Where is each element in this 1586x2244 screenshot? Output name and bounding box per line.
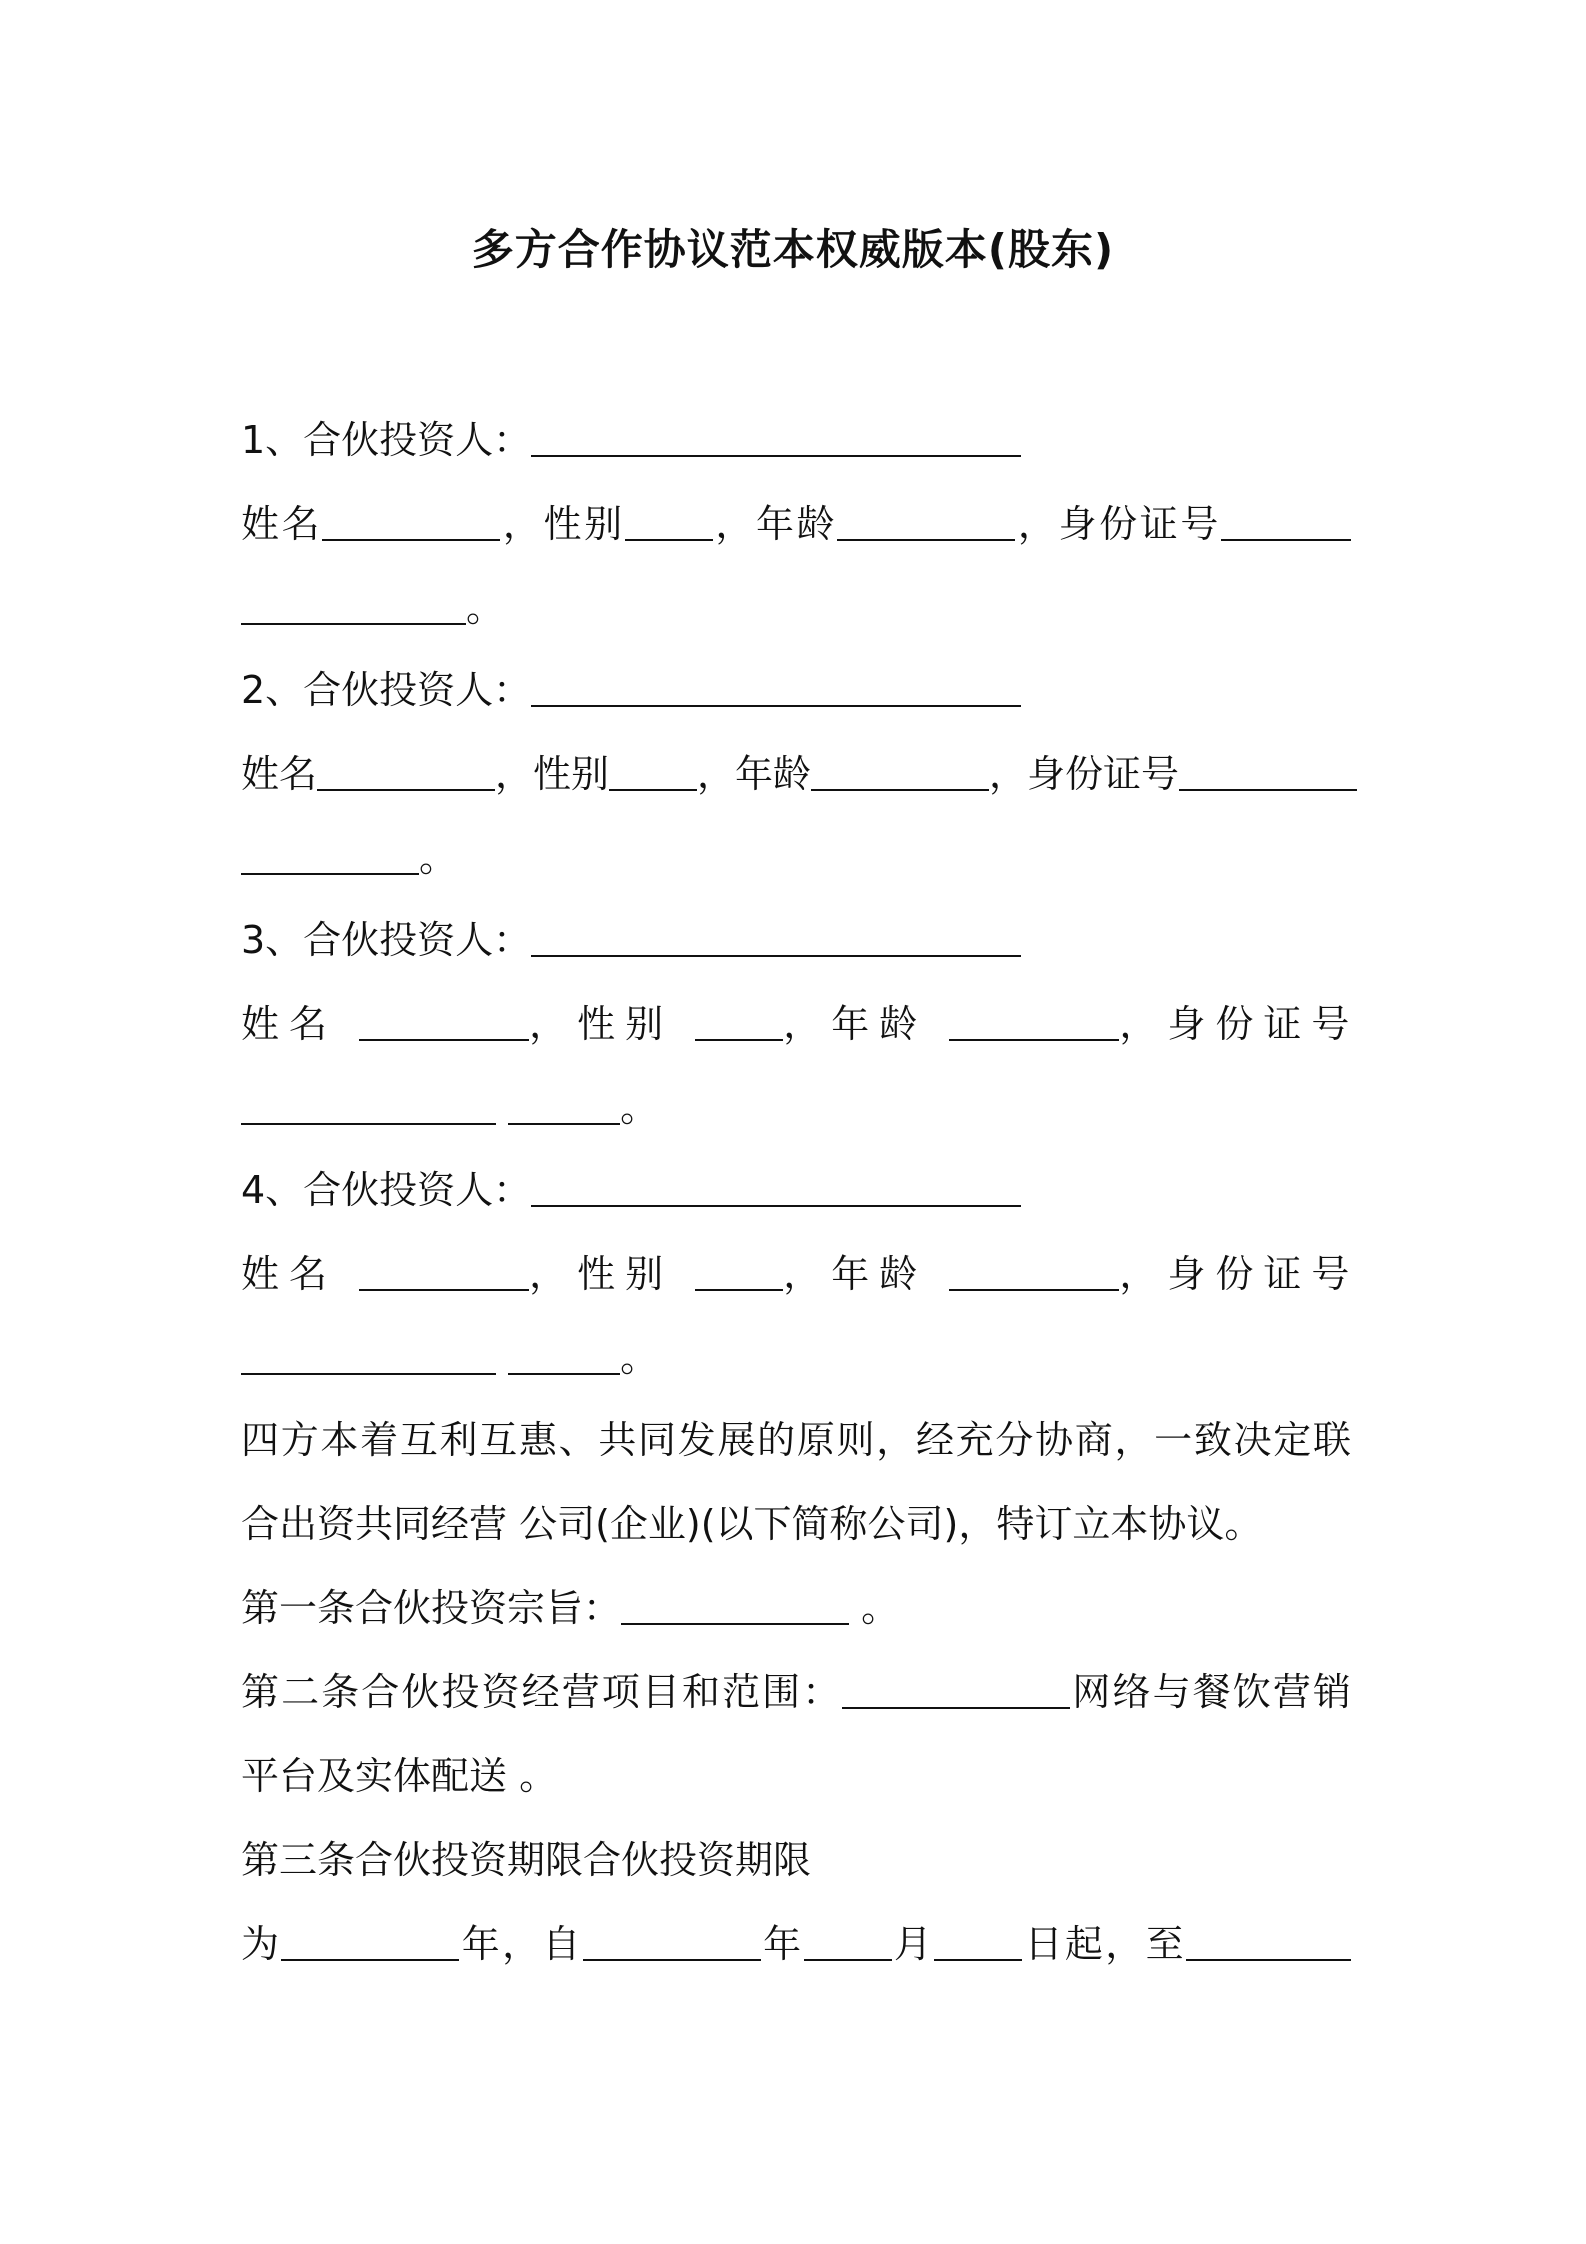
partner-3-details-line: [241, 994, 1360, 1054]
article-3-start-month-field[interactable]: [804, 1919, 892, 1961]
partner-3-end: 。: [620, 1086, 659, 1130]
document-title: 多方合作协议范本权威版本(股东): [471, 225, 1115, 274]
partner-4-age-label: ，年龄: [783, 1252, 928, 1296]
partner-1-name-label: 姓名: [241, 502, 323, 546]
article-2-scope-field[interactable]: [842, 1667, 1070, 1709]
partner-1-heading: 1、合伙投资人：: [241, 418, 532, 462]
article-1-line: [241, 1578, 1351, 1638]
partner-2-name-field[interactable]: [317, 749, 495, 791]
article-3-text-4: 月: [891, 1922, 935, 1966]
partner-4-name-blank[interactable]: [531, 1165, 1021, 1207]
intro-line-2: 合出资共同经营 公司(企业)(以下简称公司)，特订立本协议。: [241, 1502, 1263, 1546]
partner-4-name-label: 姓名: [241, 1252, 338, 1296]
partner-3-gender-field[interactable]: [695, 999, 783, 1041]
partner-2-gender-label: ，性别: [495, 752, 610, 796]
partner-2-end: 。: [419, 836, 458, 880]
partner-3-name-blank[interactable]: [531, 915, 1021, 957]
partner-2-details-line: [241, 744, 1351, 804]
article-1-label: 第一条合伙投资宗旨：: [241, 1586, 622, 1630]
partner-3-heading-line: [241, 910, 1351, 970]
article-3-line-2: [241, 1914, 1351, 1974]
article-3-end-field[interactable]: [1186, 1919, 1351, 1961]
partner-4-gender-field[interactable]: [695, 1249, 783, 1291]
partner-1-age-field[interactable]: [837, 499, 1015, 541]
partner-1-id-field[interactable]: [1221, 499, 1351, 541]
partner-1-name-blank[interactable]: [531, 415, 1021, 457]
article-2-label: 第二条合伙投资经营项目和范围：: [241, 1670, 843, 1714]
partner-2-heading-line: [241, 660, 1351, 720]
partner-3-name-label: 姓名: [241, 1002, 338, 1046]
partner-4-gender-label: ，性别: [529, 1252, 674, 1296]
partner-2-id-field-continued[interactable]: [241, 833, 419, 875]
article-3-text-1: 为: [241, 1922, 282, 1966]
article-3-years-field[interactable]: [281, 1919, 459, 1961]
partner-4-id-field-continued[interactable]: [508, 1333, 620, 1375]
partner-4-end: 。: [620, 1336, 659, 1380]
article-3-text-3: 年: [760, 1922, 804, 1966]
partner-3-age-label: ，年龄: [783, 1002, 928, 1046]
article-3-text-2: 年，自: [459, 1922, 583, 1966]
partner-2-id-continue-line: [241, 828, 1351, 888]
partner-1-id-field-continued[interactable]: [241, 583, 466, 625]
article-3-start-day-field[interactable]: [934, 1919, 1022, 1961]
article-3-line-1: 第三条合伙投资期限合伙投资期限: [241, 1838, 812, 1882]
intro-line-1: 四方本着互利互惠、共同发展的原则，经充分协商，一致决定联: [241, 1418, 1351, 1462]
article-2-line-1: [241, 1662, 1351, 1722]
partner-1-gender-field[interactable]: [625, 499, 713, 541]
partner-1-id-label: ，身份证号: [1015, 502, 1221, 546]
partner-4-heading-line: [241, 1160, 1351, 1220]
partner-4-id-label: ，身份证号: [1119, 1252, 1360, 1296]
partner-4-heading: 4、合伙投资人：: [241, 1168, 532, 1212]
partner-4-details-line: [241, 1244, 1360, 1304]
partner-1-name-field[interactable]: [322, 499, 500, 541]
partner-3-name-field[interactable]: [359, 999, 529, 1041]
article-2-line-2: 平台及实体配送 。: [241, 1754, 558, 1798]
partner-2-name-label: 姓名: [241, 752, 318, 796]
partner-2-age-label: ，年龄: [697, 752, 812, 796]
article-1-purpose-field[interactable]: [621, 1583, 849, 1625]
partner-3-id-label: ，身份证号: [1119, 1002, 1360, 1046]
partner-4-id-field[interactable]: [241, 1333, 496, 1375]
partner-2-id-label: ，身份证号: [989, 752, 1180, 796]
article-1-end: 。: [849, 1586, 900, 1630]
partner-3-id-field-continued[interactable]: [508, 1083, 620, 1125]
partner-1-age-label: ，年龄: [712, 502, 838, 546]
partner-1-details-line: [241, 494, 1351, 554]
partner-1-end: 。: [466, 586, 505, 630]
partner-2-name-blank[interactable]: [531, 665, 1021, 707]
partner-3-id-continue-line: [241, 1078, 1351, 1138]
partner-3-gender-label: ，性别: [529, 1002, 674, 1046]
partner-2-id-field[interactable]: [1179, 749, 1357, 791]
partner-1-heading-line: [241, 410, 1351, 470]
partner-4-age-field[interactable]: [949, 1249, 1119, 1291]
partner-3-id-field[interactable]: [241, 1083, 496, 1125]
article-3-text-5: 日起，至: [1022, 1922, 1186, 1966]
partner-4-name-field[interactable]: [359, 1249, 529, 1291]
partner-1-gender-label: ，性别: [500, 502, 625, 546]
partner-4-id-continue-line: [241, 1328, 1351, 1388]
partner-1-id-continue-line: [241, 578, 1351, 638]
article-3-start-year-field[interactable]: [583, 1919, 761, 1961]
article-2-text: 网络与餐饮营销: [1070, 1670, 1351, 1714]
partner-2-gender-field[interactable]: [609, 749, 697, 791]
partner-3-heading: 3、合伙投资人：: [241, 918, 532, 962]
partner-3-age-field[interactable]: [949, 999, 1119, 1041]
partner-2-heading: 2、合伙投资人：: [241, 668, 532, 712]
partner-2-age-field[interactable]: [811, 749, 989, 791]
